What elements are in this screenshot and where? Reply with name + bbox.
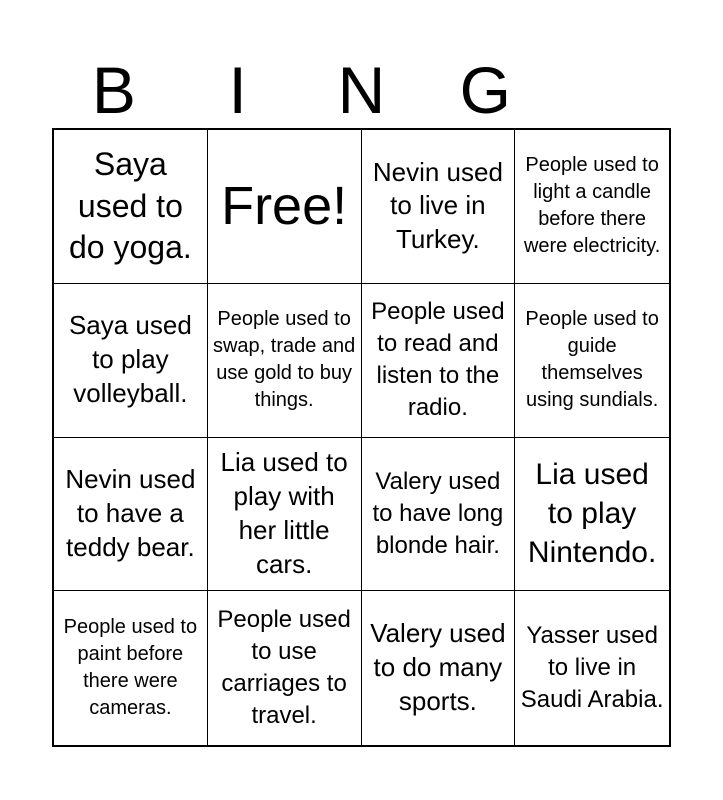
bingo-cell[interactable] <box>362 284 516 438</box>
cell-text: People used to use carriages to travel. <box>217 606 351 730</box>
cell-text: People used to read and listen to the radio. <box>371 298 505 422</box>
bingo-cell[interactable] <box>515 438 669 592</box>
bingo-cell[interactable] <box>515 591 669 745</box>
bingo-cell[interactable] <box>515 284 669 438</box>
bingo-cell[interactable] <box>362 438 516 592</box>
cell-text: Lia used to play Nintendo. <box>527 458 657 570</box>
bingo-cell[interactable] <box>54 284 208 438</box>
bingo-board <box>52 128 671 747</box>
cell-text: Saya used to play volleyball. <box>68 310 192 409</box>
cell-text: Lia used to play with her little cars. <box>220 447 348 579</box>
cell-text: People used to guide themselves using sundials. <box>525 308 659 412</box>
cell-text: Nevin used to have a teddy bear. <box>65 464 196 562</box>
bingo-cell[interactable] <box>208 591 362 745</box>
cell-text: Saya used to do yoga. <box>68 145 192 266</box>
cell-text: People used to light a candle before there were electricity. <box>523 154 661 258</box>
bingo-cell[interactable] <box>208 284 362 438</box>
bingo-cell[interactable] <box>54 438 208 592</box>
cell-text: People used to swap, trade and use gold to buy things. <box>212 308 356 412</box>
free-space-cell[interactable] <box>208 130 362 284</box>
header-letter-b: B <box>91 53 136 127</box>
bingo-cell[interactable] <box>362 130 516 284</box>
cell-text: Yasser used to live in Saudi Arabia. <box>520 622 664 714</box>
header-letter-g: G <box>459 53 511 127</box>
bingo-cell[interactable] <box>208 438 362 592</box>
cell-text: People used to paint before there were cameras. <box>63 616 198 720</box>
bingo-cell[interactable] <box>515 130 669 284</box>
cell-text: Valery used to do many sports. <box>370 618 506 717</box>
bingo-header <box>52 52 671 128</box>
bingo-cell[interactable] <box>54 591 208 745</box>
bingo-cell[interactable] <box>54 130 208 284</box>
cell-text: Valery used to have long blonde hair. <box>372 468 504 559</box>
header-letter-n: N <box>337 53 386 127</box>
bingo-cell[interactable] <box>362 591 516 745</box>
free-space-text: Free! <box>221 176 348 237</box>
cell-text: Nevin used to live in Turkey. <box>372 156 503 255</box>
header-letter-i: I <box>228 53 247 127</box>
